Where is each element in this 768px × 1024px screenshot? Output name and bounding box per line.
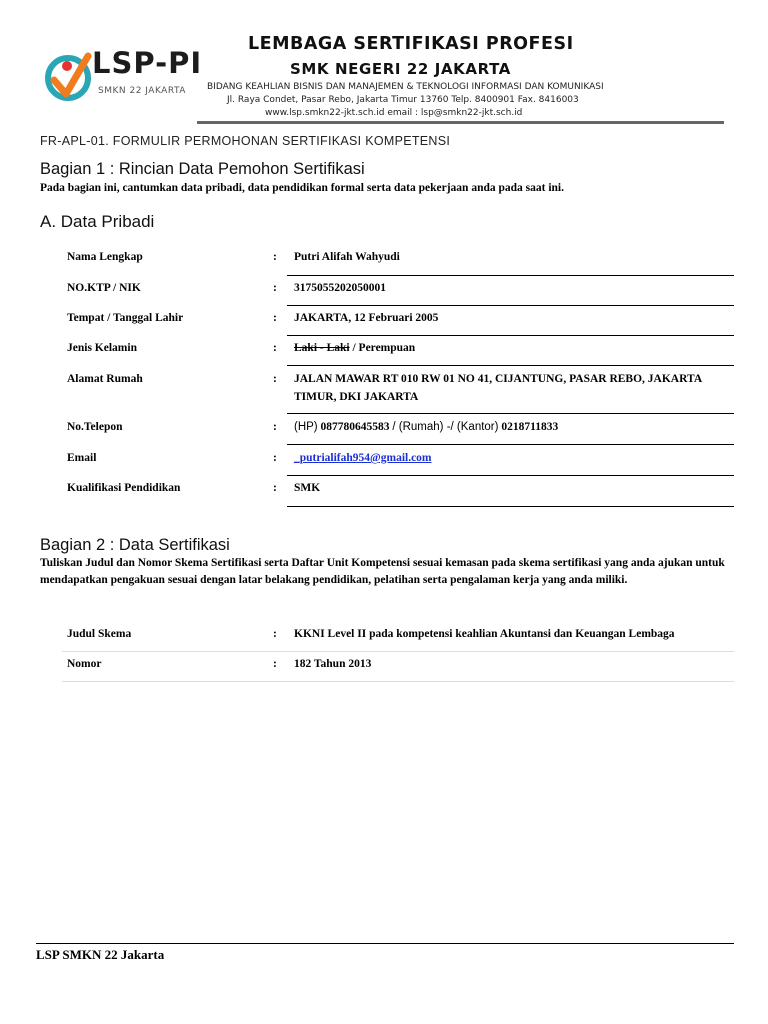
struck-option: Laki - Laki [294, 342, 350, 354]
email-link[interactable]: _putrialifah954@gmail.com [294, 452, 432, 464]
ktp-label: NO.KTP / NIK [67, 282, 141, 294]
letterhead-line-1: BIDANG KEAHLIAN BISNIS DAN MANAJEMEN & TEKNOLOGI INFORMASI DAN KOMUNIKASI [207, 82, 604, 92]
section-1-title: Bagian 1 : Rincian Data Pemohon Sertifikasi [40, 160, 365, 178]
letterhead-contact: www.lsp.smkn22-jkt.sch.id email : lsp@smkn22-jkt.sch.id [265, 108, 523, 118]
section-2-title: Bagian 2 : Data Sertifikasi [40, 536, 230, 554]
logo-subtitle: SMKN 22 JAKARTA [98, 86, 186, 96]
telepon-label: No.Telepon [67, 421, 123, 433]
colon: : [273, 482, 277, 494]
organization-name: LEMBAGA SERTIFIKASI PROFESI [248, 34, 574, 54]
hp-number: 087780645583 [320, 421, 390, 433]
colon: : [273, 312, 277, 324]
row-divider [287, 475, 734, 476]
telepon-value [294, 421, 558, 433]
colon: : [273, 282, 277, 294]
school-name: SMK NEGERI 22 JAKARTA [290, 60, 511, 78]
colon: : [273, 421, 277, 433]
row-divider [287, 413, 734, 414]
ttl-label: Tempat / Tanggal Lahir [67, 312, 184, 324]
pendidikan-value: SMK [294, 482, 321, 494]
colon: : [273, 452, 277, 464]
nama-value: Putri Alifah Wahyudi [294, 251, 400, 263]
colon: : [273, 342, 277, 354]
selected-option: / Perempuan [349, 342, 416, 354]
alamat-value-line-2: TIMUR, DKI JAKARTA [294, 391, 419, 403]
nomor-value: 182 Tahun 2013 [294, 658, 372, 670]
alamat-value-line-1: JALAN MAWAR RT 010 RW 01 NO 41, CIJANTUNG, PASAR REBO, JAKARTA [294, 373, 703, 385]
ktp-value: 3175055202050001 [294, 282, 386, 294]
section-1-description: Pada bagian ini, cantumkan data pribadi, data pendidikan formal serta data pekerjaan anda pada saat ini. [40, 182, 564, 194]
colon: : [273, 628, 277, 640]
row-divider [287, 305, 734, 306]
nama-label: Nama Lengkap [67, 251, 143, 263]
colon: : [273, 251, 277, 263]
section-2-description: Tuliskan Judul dan Nomor Skema Sertifikasi serta Daftar Unit Kompetensi sesuai kemasan pada skema sertifikasi yang anda ajukan untuk mendapatkan pengakuan sesuai dengan latar belakang pendidikan, pelatihan serta pengalaman kerja yang anda miliki. [40, 557, 725, 586]
jenis-kelamin-label: Jenis Kelamin [67, 342, 137, 354]
row-divider [287, 365, 734, 366]
logo-text: LSP-PI [92, 46, 203, 80]
alamat-label: Alamat Rumah [67, 373, 143, 385]
colon: : [273, 373, 277, 385]
row-divider [287, 444, 734, 445]
row-divider [62, 681, 734, 682]
rumah-kantor-label: / (Rumah) -/ (Kantor) [392, 421, 499, 433]
hp-label: (HP) [294, 421, 318, 433]
judul-skema-label: Judul Skema [67, 628, 132, 640]
letterhead-address: Jl. Raya Condet, Pasar Rebo, Jakarta Timur 13760 Telp. 8400901 Fax. 8416003 [227, 95, 579, 105]
ttl-value: JAKARTA, 12 Februari 2005 [294, 312, 439, 324]
form-code: FR-APL-01. FORMULIR PERMOHONAN SERTIFIKASI KOMPETENSI [40, 134, 451, 148]
data-pribadi-title: A. Data Pribadi [40, 212, 155, 231]
footer-text: LSP SMKN 22 Jakarta [36, 947, 165, 962]
email-label: Email [67, 452, 97, 464]
pendidikan-label: Kualifikasi Pendidikan [67, 482, 181, 494]
nomor-label: Nomor [67, 658, 102, 670]
colon: : [273, 658, 277, 670]
letterhead-divider [197, 121, 724, 124]
footer-divider [36, 943, 734, 944]
jenis-kelamin-value [294, 342, 415, 354]
row-divider [287, 335, 734, 336]
kantor-number: 0218711833 [501, 421, 559, 433]
row-divider [287, 275, 734, 276]
judul-skema-value: KKNI Level II pada kompetensi keahlian Akuntansi dan Keuangan Lembaga [294, 628, 675, 640]
row-divider [62, 651, 734, 652]
row-divider [287, 506, 734, 507]
